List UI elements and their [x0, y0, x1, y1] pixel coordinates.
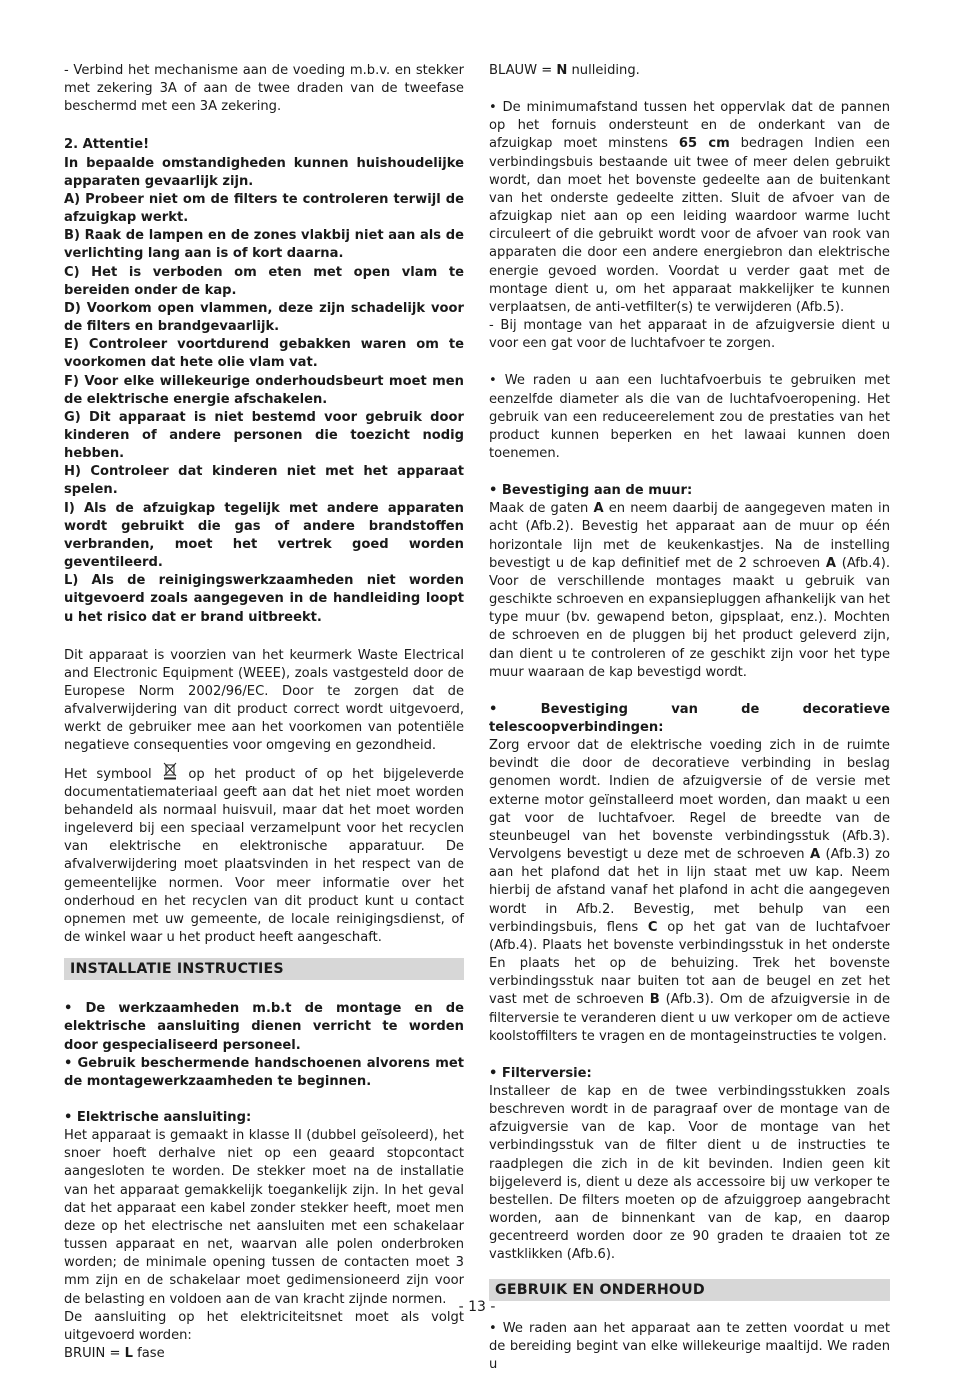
right-column [489, 62, 890, 1374]
filter-paragraph: Installeer de kap en de twee verbindingsstukken zoals beschreven wordt in de paragraaf over de montage van de afzuigversie van de kap. Voor de montage van het verbindingsstuk van de filter dient u de instructies te raadplegen die zich in de kit bevinden. Indien geen kit bijgeleverd is, dient u deze als accessoire bij uw verkoper te bestellen. De filters moeten op de afzuiggroep aangebracht worden, aan de binnenkant van de kap, en daarop gecentreerd worden door ze 90 graden te draaien tot ze vastklikken (Afb.6). [489, 1083, 890, 1263]
wire-brown-label: BRUIN = [64, 1346, 125, 1361]
section-heading-installatie: INSTALLATIE INSTRUCTIES [64, 958, 464, 980]
distance-value: 65 cm [678, 136, 730, 152]
attention-item-b: B) Raak de lampen en de zones vlakbij niet aan als de verlichting lang aan is of kort daarna. [64, 228, 464, 262]
distance-text-1: • De minimumafstand tussen het oppervlak dat de pannen op het fornuis ondersteunt en de onderkant van de afzuigkap moet minstens [489, 100, 890, 152]
filter-title: • Filterversie: [489, 1065, 592, 1081]
connect-paragraph: - Verbind het mechanisme aan de voeding m.b.v. en stekker met zekering 3A of aan de twee draden van de tweefase beschermd met een 3A zekering. [64, 63, 464, 115]
crossed-out-wheelie-bin-icon [163, 762, 177, 780]
attention-intro: In bepaalde omstandigheden kunnen huishoudelijke apparaten gevaarlijk zijn. [64, 155, 464, 189]
wire-blue-name: nulleiding. [567, 63, 640, 78]
symbol-text-before: Het symbool [64, 766, 152, 782]
telescope-title: • Bevestiging van de decoratieve telescoopverbindingen: [489, 701, 890, 735]
attention-item-f: F) Voor elke willekeurige onderhoudsbeurt moet men de elektrische energie afschakelen. [64, 373, 464, 407]
electrical-text-2: De aansluiting op het elektriciteitsnet moet als volgt uitgevoerd worden: [64, 1309, 464, 1343]
wall-text-1: Maak de gaten [489, 501, 594, 517]
wall-text-2: en neem daarbij de aangegeven maten in acht (Afb.2). Bevestig het apparaat aan de muur op één horizontale lijn met de keukenkastjes. Na de instelling bevestigt u de kap definitief met de 2 schroeven [489, 501, 890, 571]
wire-blue-code: N [556, 63, 568, 78]
telescope-text-2: (Afb.3) zo aan het plafond dat het in lijn staat met uw kap. Neem hierbij de afstand vanaf het plafond in acht die aangegeven wordt in Afb.2. Bevestig, met behulp van een verbindingsbuis, flens [489, 847, 890, 935]
attention-item-g: G) Dit apparaat is niet bestemd voor gebruik door kinderen of andere personen die toezicht nodig hebben. [64, 409, 464, 462]
telescope-ref-b: B [649, 992, 660, 1008]
wire-brown-name: fase [132, 1346, 165, 1361]
section-heading-gebruik: GEBRUIK EN ONDERHOUD [489, 1279, 890, 1301]
telescope-ref-a: A [809, 847, 821, 863]
attention-item-a: A) Probeer niet om de filters te controleren terwijl de afzuigkap werkt. [64, 191, 464, 226]
attention-title: 2. Attentie! [64, 137, 150, 153]
hole-paragraph: - Bij montage van het apparaat in de afzuigversie dient u voor een gat voor de luchtafvoer te zorgen. [489, 318, 890, 352]
attention-item-e: E) Controleer voortdurend gebakken waren om te voorkomen dat hete olie vlam vat. [64, 337, 464, 371]
page-number: - 13 - [458, 1299, 496, 1315]
distance-paragraph [489, 99, 890, 317]
telescope-paragraph [489, 737, 890, 1046]
bullet-work: • De werkzaamheden m.b.t de montage en de elektrische aansluiting dienen verricht te worden door gespecialiseerd personeel. [64, 1001, 464, 1053]
wire-brown [64, 1345, 464, 1363]
telescope-ref-c: C [647, 919, 658, 935]
wire-brown-code: L [124, 1346, 133, 1361]
wall-ref-a2: A [825, 555, 837, 571]
use-paragraph: • We raden aan het apparaat aan te zetten voordat u met de bereiding begint van elke willekeurige maaltijd. We raden u [489, 1320, 890, 1372]
left-column [64, 62, 464, 1363]
telescope-text-4: (Afb.3). Om de afzuigversie in de filterversie te veranderen dient u uw verkoper om de actieve koolstoffilters te vragen en de montageinstructies te volgen. [489, 992, 890, 1044]
wall-ref-a1: A [593, 501, 604, 517]
attention-item-d: D) Voorkom open vlammen, deze zijn schadelijk voor de filters en brandgevaarlijk. [64, 300, 464, 335]
symbol-text-after: op het product of op het bijgeleverde documentatiemateriaal geeft aan dat het niet moet worden behandeld als normaal huisvuil, maar dat het moet worden ingeleverd bij een speciaal verzamelpunt voor het recyclen van elektrische en elektronische apparatuur. De afvalverwijdering moet plaatsvinden in het respect van de gemeentelijke normen. Voor meer informatie over het onderhoud en het recyclen van dit product kunt u contact opnemen met uw gemeente, de locale reinigingsdienst, of de winkel waar u het product heeft aangeschaft. [64, 766, 464, 946]
duct-paragraph: • We raden u aan een luchtafvoerbuis te gebruiken met eenzelfde diameter als die van de luchtafvoeropening. Het gebruik van een reduceerelement zou de prestaties van het product kunnen beperken en het lawaai kunnen doen toenemen. [489, 373, 890, 461]
symbol-paragraph [64, 762, 464, 948]
telescope-text-3: op het gat van de luchtafvoer (Afb.4). Plaats het bovenste verbindingsstuk in het onderste En plaats het op de behuizing. Trek het bovenste verbindingsstuk naar buiten tot aan de beugel en zet het vast met de schroeven [489, 919, 890, 1008]
weee-paragraph: Dit apparaat is voorzien van het keurmerk Waste Electrical and Electronic Equipment (WEEE), zoals vastgesteld door de Europese Norm 2002/96/EC. Door te zorgen dat de afvalverwijdering van dit product correct wordt uitgevoerd, werkt de gebruiker mee aan het voorkomen van potentiële negatieve consequenties voor omgeving en gezondheid. [64, 647, 464, 754]
wire-blue [489, 62, 890, 80]
wall-title: • Bevestiging aan de muur: [489, 483, 693, 499]
bullet-gloves: • Gebruik beschermende handschoenen alvorens met de montagewerkzaamheden te beginnen. [64, 1055, 464, 1089]
wire-blue-label: BLAUW = [489, 63, 557, 78]
attention-item-l: L) Als de reinigingswerkzaamheden niet worden uitgevoerd zoals aangegeven in de handleiding loopt u het risico dat er brand uitbreekt. [64, 573, 464, 625]
attention-item-i: I) Als de afzuigkap tegelijk met andere apparaten wordt gebruikt die gas of andere brandstoffen verbranden, moet het vertrek goed worden geventileerd. [64, 500, 464, 571]
attention-item-c: C) Het is verboden om eten met open vlam te bereiden onder de kap. [64, 264, 464, 298]
distance-text-2: bedragen Indien een verbindingsbuis bestaande uit twee of meer delen gebruikt wordt, dan moet het bovenste gedeelte aan de buitenkant van het onderste gedeelte zitten. Sluit de afvoer van de afzuigkap niet aan op een leiding waardoor warme lucht circuleert of die gebruikt wordt voor de afvoer van rook van apparaten die door een andere energiebron dan elektrische energie gevoed worden. Voordat u verder gaat met de montage dient u, om het apparaat makkelijker te kunnen verplaatsen, de anti-vetfilter(s) te verwijderen (Afb.5). [489, 136, 890, 315]
wall-text-3: (Afb.4). Voor de verschillende montages maakt u gebruik van geschikte schroeven en expansiepluggen afhankelijk van het type muur (bv. gewapend beton, gipsplaat, enz.). Mochten de schroeven en de pluggen bij het product geleverd zijn, dan dient u te controleren of ze geschikt zijn voor het type muur waaraan de kap bevestigd wordt. [489, 555, 890, 680]
electrical-title: • Elektrische aansluiting: [64, 1109, 252, 1125]
wall-paragraph [489, 500, 890, 682]
electrical-text: Het apparaat is gemaakt in klasse II (dubbel geïsoleerd), het snoer hoeft derhalve niet op een geaard stopcontact aangesloten te worden. De stekker moet na de installatie van het apparaat gemakkelijk toegankelijk zijn. In het geval dat het apparaat een kabel zonder stekker heeft, moet men deze op het electrische net aansluiten met een schakelaar tussen apparaat en net, waarvan alle polen onderbroken worden; de minimale opening tussen de contacten moet 3 mm zijn en de schakelaar moet gedimensioneerd zijn voor de belasting en voldoen aan de van kracht zijnde normen. [64, 1128, 464, 1307]
telescope-text-1: Zorg ervoor dat de elektrische voeding zich in de ruimte bevindt die door de decoratieve verbinding in beslag genomen wordt. Indien de afzuigversie of de versie met externe motor geïnstalleerd moet worden, dan maakt u een gat voor de luchtafvoer. Regel de breedte van de steunbeugel van het bovenste verbindingsstuk (Afb.3). Vervolgens bevestigt u deze met de schroeven [489, 738, 890, 863]
attention-item-h: H) Controleer dat kinderen niet met het apparaat spelen. [64, 464, 464, 498]
